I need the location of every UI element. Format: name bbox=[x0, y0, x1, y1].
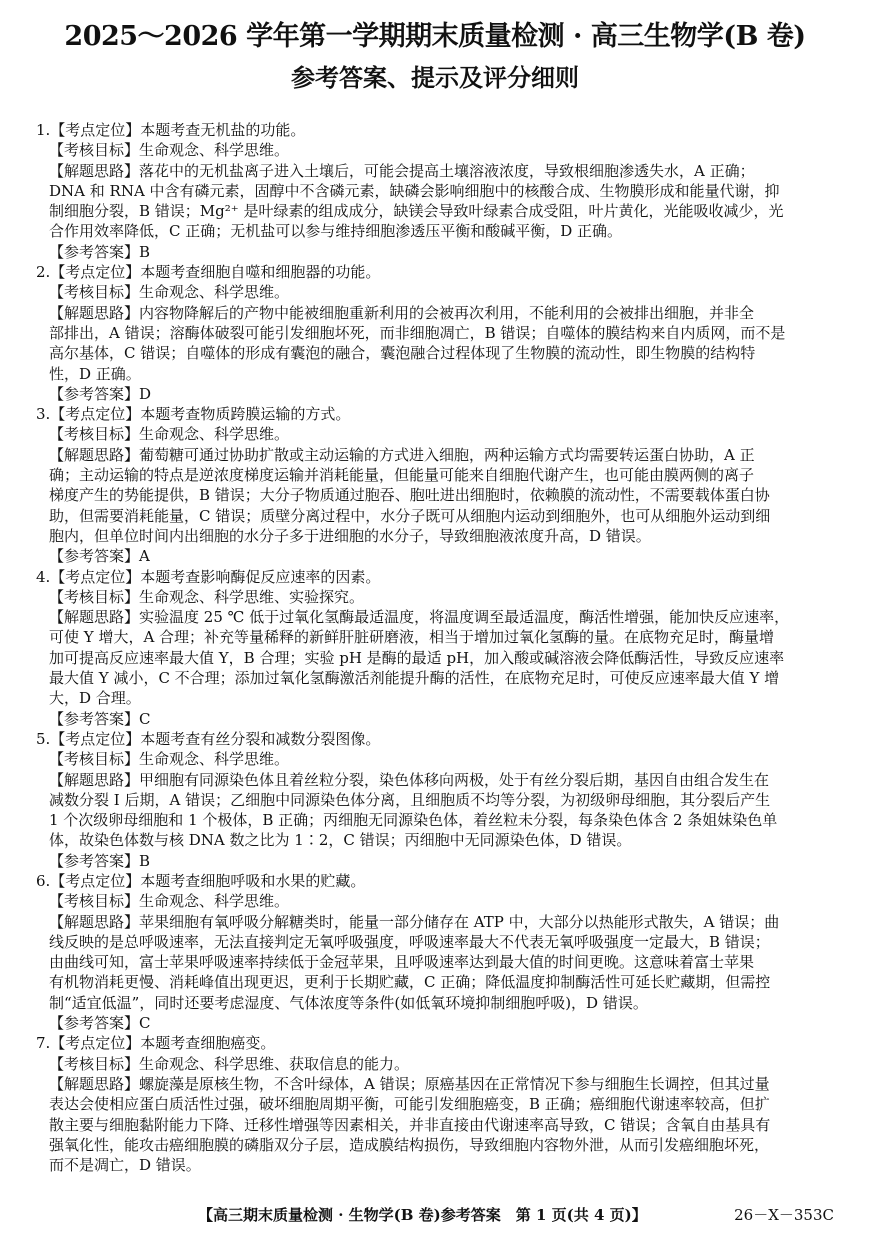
question-heading: 5.【考点定位】本题考查有丝分裂和减数分裂图像。 bbox=[36, 729, 381, 748]
answer-line: 加可提高反应速率最大值 Y，B 合理；实验 pH 是酶的最适 pH，加入酸或碱溶液会降低酶活性，导致反应速率 bbox=[49, 648, 785, 667]
answer-line: 高尔基体，C 错误；自噬体的形成有囊泡的融合，囊泡融合过程体现了生物膜的流动性，即生物膜的结构特 bbox=[49, 344, 756, 363]
question-block bbox=[36, 120, 838, 262]
answer-line: 有机物消耗更慢、消耗峰值出现更迟，更利于长期贮藏，C 正确；降低温度抑制酶活性可延长贮藏期，但需控 bbox=[49, 973, 771, 992]
answer-line: 合作用效率降低，C 正确；无机盐可以参与维持细胞渗透压平衡和酸碱平衡，D 正确。 bbox=[49, 222, 623, 241]
answer-line: 【解题思路】实验温度 25 ℃ 低于过氧化氢酶最适温度，将温度调至最适温度，酶活性增强，能加快反应速率， bbox=[49, 608, 790, 627]
page-title: 2025～2026 学年第一学期期末质量检测 · 高三生物学(B 卷) bbox=[64, 21, 806, 52]
question-block bbox=[36, 262, 838, 404]
answer-line: 胞内，但单位时间内出细胞的水分子多于进细胞的水分子，导致细胞液浓度升高，D 错误。 bbox=[49, 526, 651, 545]
question-block bbox=[36, 871, 838, 1033]
answer-line: 部排出，A 错误；溶酶体破裂可能引发细胞坏死，而非细胞凋亡，B 错误；自噬体的膜结构来自内质网，而不是 bbox=[49, 323, 786, 342]
answer-line: 制“适宜低温”，同时还要考虑湿度、气体浓度等条件(如低氧环境抑制细胞呼吸)，D 错误。 bbox=[49, 993, 648, 1012]
answer-line: 体，故染色体数与核 DNA 数之比为 1∶2，C 错误；丙细胞中无同源染色体，D 错误。 bbox=[49, 831, 632, 850]
answer-line: 【解题思路】甲细胞有同源染色体且着丝粒分裂，染色体移向两极，处于有丝分裂后期，基因自由组合发生在 bbox=[49, 770, 770, 789]
answer-line: 【考核目标】生命观念、科学思维、实验探究。 bbox=[49, 587, 365, 606]
answer-line: 【考核目标】生命观念、科学思维。 bbox=[49, 141, 290, 160]
answer-content bbox=[36, 120, 838, 1175]
answer-line: 线反映的是总呼吸速率，无法直接判定无氧呼吸强度，呼吸速率最大不代表无氧呼吸强度一定最大，B 错误； bbox=[49, 932, 770, 951]
question-heading: 4.【考点定位】本题考查影响酶促反应速率的因素。 bbox=[36, 567, 381, 586]
answer-line: 性，D 正确。 bbox=[49, 364, 141, 383]
answer-line: 而不是凋亡，D 错误。 bbox=[49, 1156, 201, 1175]
footer-code: 26－X－353C bbox=[734, 1206, 834, 1224]
answer-line: 由曲线可知，富士苹果呼吸速率持续低于金冠苹果，且呼吸速率达到最大值的时间更晚。这意味着富士苹果 bbox=[49, 953, 755, 972]
question-block bbox=[36, 729, 838, 871]
answer-line: 梯度产生的势能提供，B 错误；大分子物质通过胞吞、胞吐进出细胞时，依赖膜的流动性，不需要载体蛋白协 bbox=[49, 486, 770, 505]
answer-line: 【参考答案】B bbox=[49, 851, 151, 870]
answer-line: 【解题思路】葡萄糖可通过协助扩散或主动运输的方式进入细胞，两种运输方式均需要转运蛋白协助，A 正 bbox=[49, 445, 755, 464]
answer-line: 【考核目标】生命观念、科学思维。 bbox=[49, 750, 290, 769]
answer-line: 可使 Y 增大，A 合理；补充等量稀释的新鲜肝脏研磨液，相当于增加过氧化氢酶的量。在底物充足时，酶量增 bbox=[49, 628, 775, 647]
answer-line: 【参考答案】B bbox=[49, 242, 151, 261]
answer-line: 【参考答案】C bbox=[49, 709, 151, 728]
answer-line: 【考核目标】生命观念、科学思维。 bbox=[49, 425, 290, 444]
footer-page-info: 【高三期末质量检测 · 生物学(B 卷)参考答案 第 1 页(共 4 页)】 bbox=[198, 1206, 647, 1224]
question-block bbox=[36, 567, 838, 729]
answer-line: 【考核目标】生命观念、科学思维。 bbox=[49, 892, 290, 911]
answer-line: 散主要与细胞黏附能力下降、迁移性增强等因素相关，并非直接由代谢速率高导致，C 错误；含氧自由基具有 bbox=[49, 1115, 771, 1134]
answer-line: 制细胞分裂，B 错误；Mg²⁺ 是叶绿素的组成成分，缺镁会导致叶绿素合成受阻，叶片黄化，光能吸收减少，光 bbox=[49, 202, 784, 221]
question-block bbox=[36, 1033, 838, 1175]
question-heading: 6.【考点定位】本题考查细胞呼吸和水果的贮藏。 bbox=[36, 871, 366, 890]
answer-line: 表达会使相应蛋白质活性过强，破坏细胞周期平衡，可能引发细胞癌变，B 正确；癌细胞代谢速率较高，但扩 bbox=[49, 1095, 770, 1114]
answer-line: 助，但需要消耗能量，C 错误；质壁分离过程中，水分子既可从细胞内运动到细胞外，也可从细胞外运动到细 bbox=[49, 506, 771, 525]
answer-line: 【参考答案】A bbox=[49, 547, 150, 566]
answer-line: 【解题思路】内容物降解后的产物中能被细胞重新利用的会被再次利用，不能利用的会被排出细胞，并非全 bbox=[49, 303, 755, 322]
question-heading: 2.【考点定位】本题考查细胞自噬和细胞器的功能。 bbox=[36, 263, 381, 282]
answer-line: 【参考答案】C bbox=[49, 1014, 151, 1033]
answer-line: 减数分裂 Ⅰ 后期，A 错误；乙细胞中同源染色体分离，且细胞质不均等分裂，为初级卵母细胞，其分裂后产生 bbox=[49, 790, 771, 809]
question-heading: 7.【考点定位】本题考查细胞癌变。 bbox=[36, 1034, 276, 1053]
question-heading: 1.【考点定位】本题考查无机盐的功能。 bbox=[36, 121, 306, 139]
answer-line: DNA 和 RNA 中含有磷元素，固醇中不含磷元素，缺磷会影响细胞中的核酸合成、生物膜形成和能量代谢，抑 bbox=[49, 181, 780, 200]
answer-line: 【解题思路】苹果细胞有氧呼吸分解糖类时，能量一部分储存在 ATP 中，大部分以热能形式散失，A 错误；曲 bbox=[49, 912, 780, 931]
answer-line: 【解题思路】落花中的无机盐离子进入土壤后，可能会提高土壤溶液浓度，导致根细胞渗透失水，A 正确； bbox=[49, 161, 755, 180]
answer-line: 大，D 合理。 bbox=[49, 689, 141, 708]
page-subtitle: 参考答案、提示及评分细则 bbox=[291, 63, 579, 92]
question-block bbox=[36, 404, 838, 566]
answer-line: 【参考答案】D bbox=[49, 384, 152, 403]
answer-line: 【解题思路】螺旋藻是原核生物，不含叶绿体，A 错误；原癌基因在正常情况下参与细胞生长调控，但其过量 bbox=[49, 1074, 770, 1093]
answer-line: 最大值 Y 减小，C 不合理；添加过氧化氢酶激活剂能提升酶的活性，在底物充足时，可使反应速率最大值 Y 增 bbox=[49, 669, 780, 688]
answer-line: 【考核目标】生命观念、科学思维。 bbox=[49, 283, 290, 302]
answer-line: 确；主动运输的特点是逆浓度梯度运输并消耗能量，但能量可能来自细胞代谢产生，也可能由膜两侧的离子 bbox=[49, 466, 755, 485]
answer-line: 强氧化性，能攻击癌细胞膜的磷脂双分子层，造成膜结构损伤，导致细胞内容物外泄，从而引发癌细胞坏死， bbox=[49, 1135, 770, 1154]
answer-line: 【考核目标】生命观念、科学思维、获取信息的能力。 bbox=[49, 1054, 410, 1073]
question-heading: 3.【考点定位】本题考查物质跨膜运输的方式。 bbox=[36, 405, 351, 424]
answer-line: 1 个次级卵母细胞和 1 个极体，B 正确；丙细胞无同源染色体，着丝粒未分裂，每条染色体含 2 条姐妹染色单 bbox=[49, 811, 778, 830]
